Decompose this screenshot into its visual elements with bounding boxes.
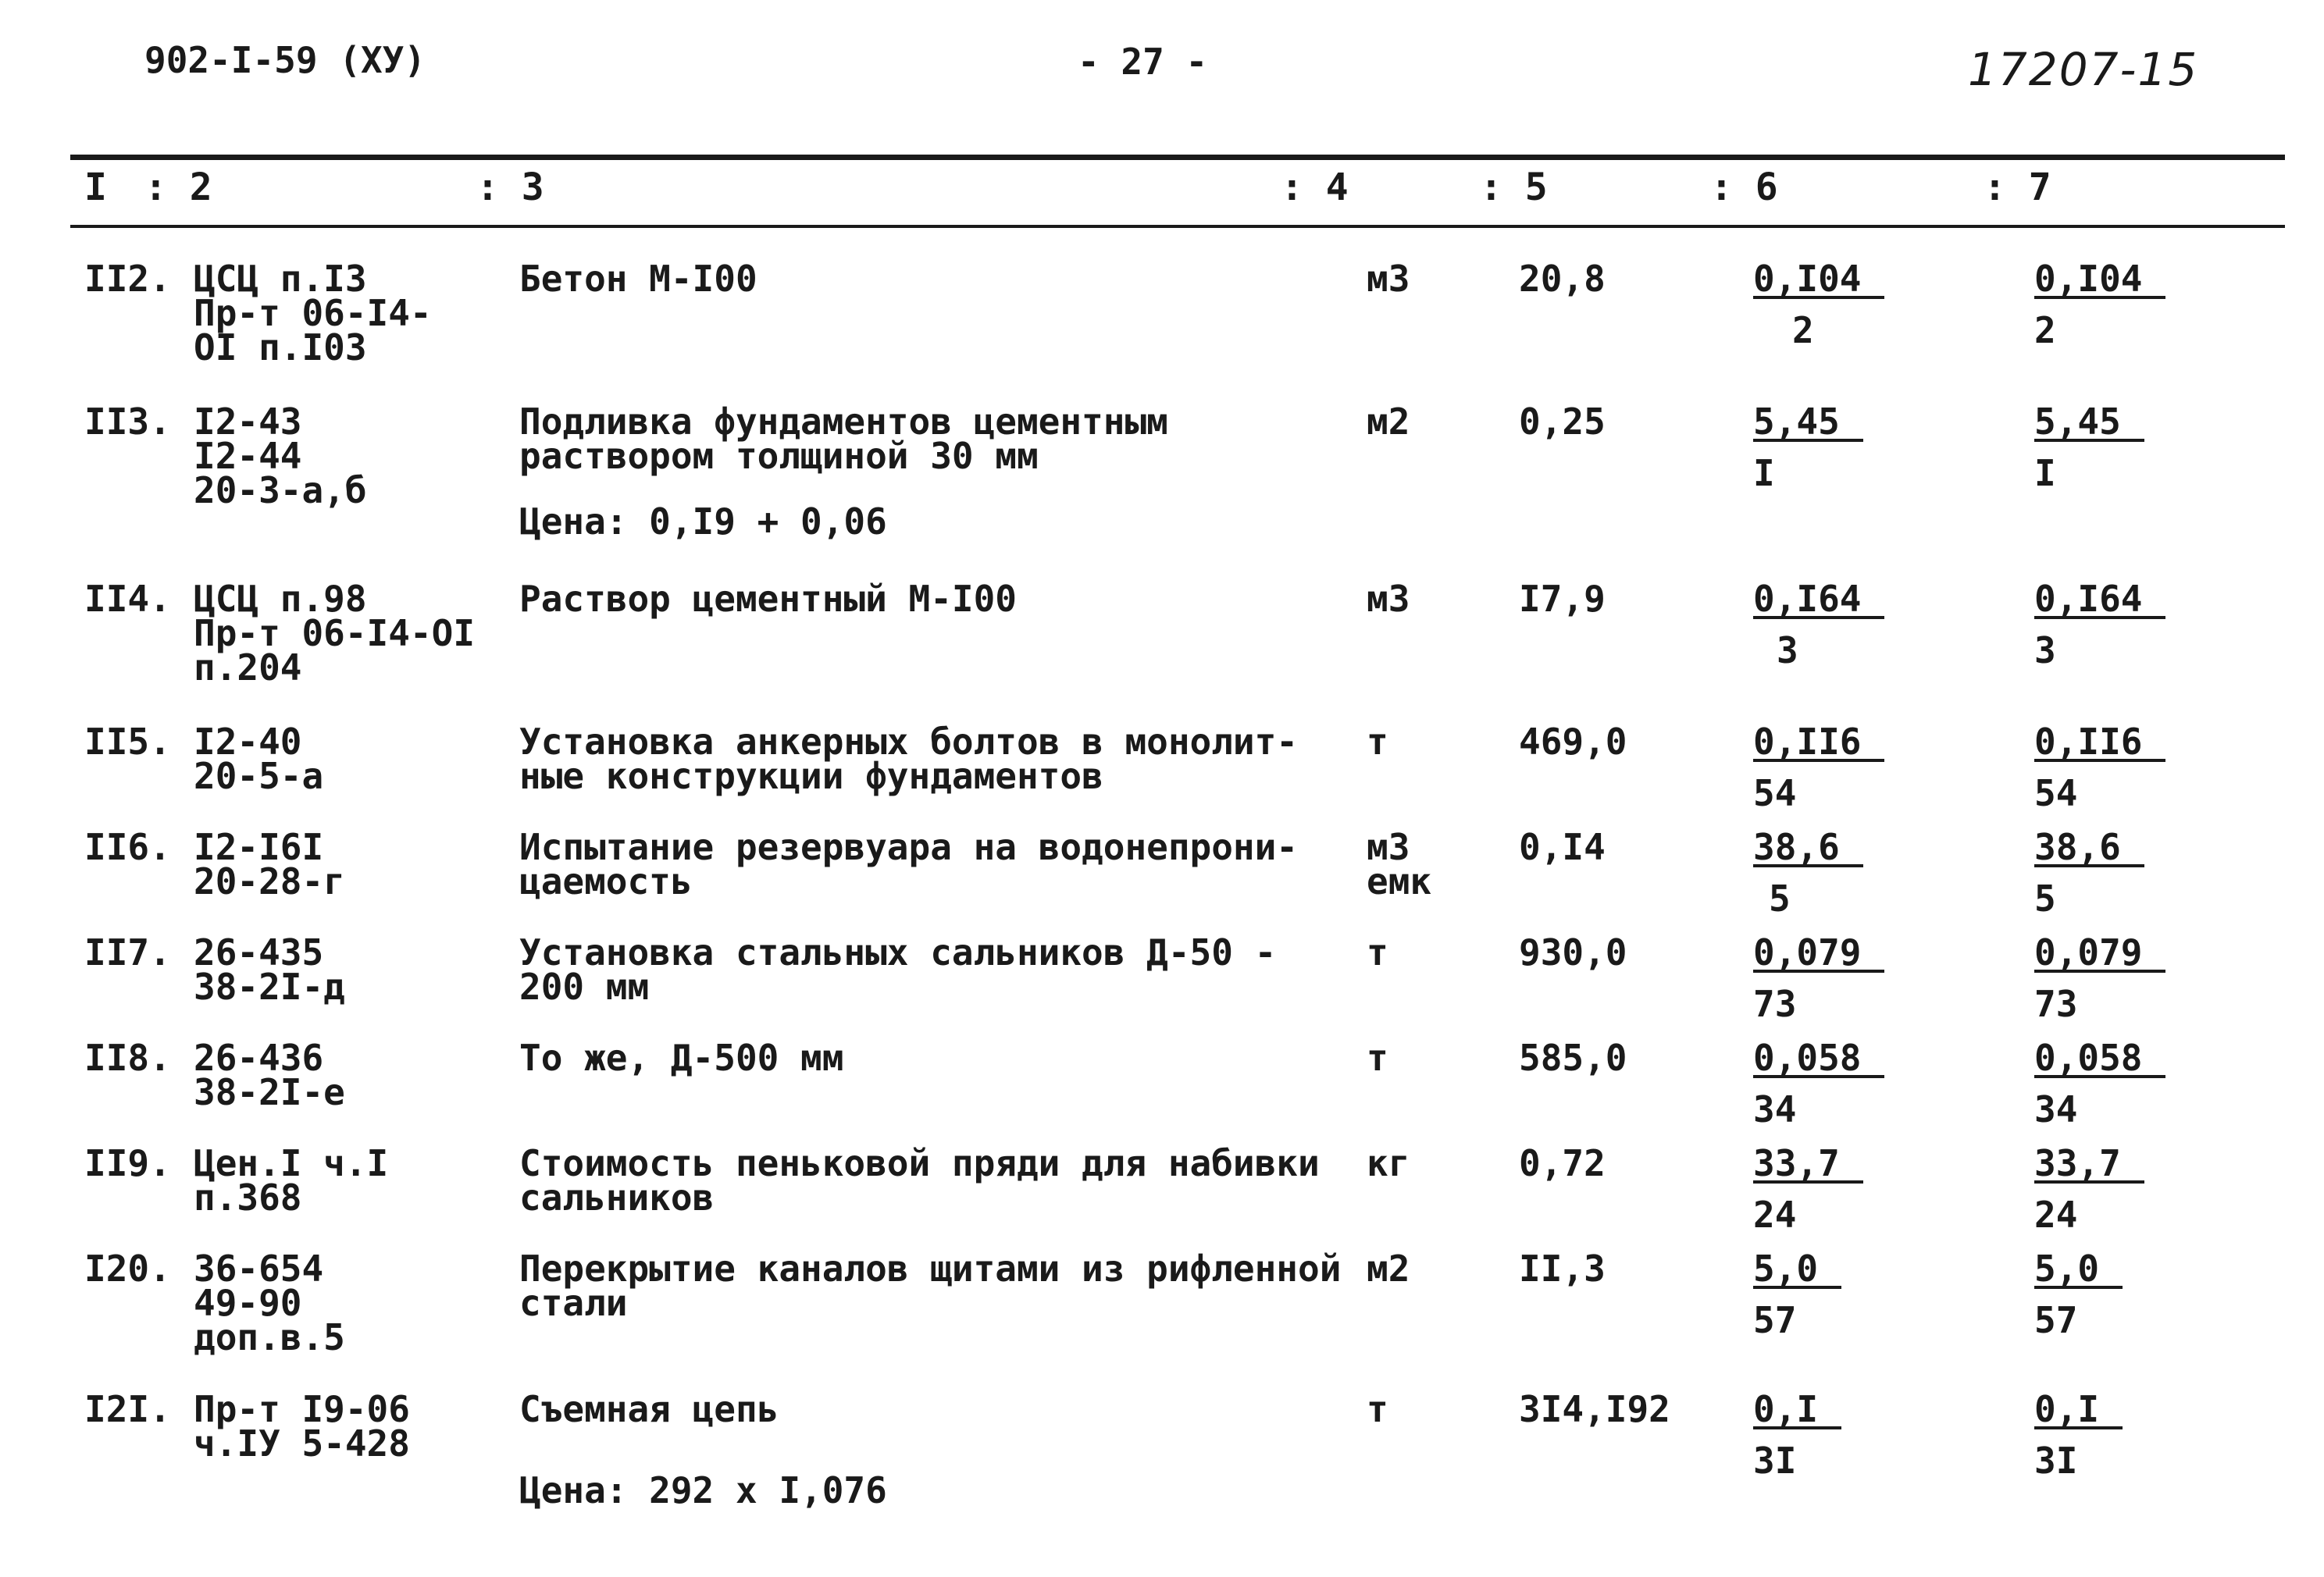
fraction-numerator: 0,II6 <box>1753 724 1884 762</box>
fraction-denominator: 3I <box>2034 1440 2078 1482</box>
row-number: I2I. <box>84 1388 171 1430</box>
fraction-numerator: 5,45 <box>2034 404 2144 442</box>
column-6-fraction <box>1753 1142 1863 1236</box>
fraction-numerator: 5,45 <box>1753 404 1863 442</box>
norm-code: 36-654 49-90 доп.в.5 <box>194 1248 345 1358</box>
norm-code: 26-436 38-2I-е <box>194 1037 345 1113</box>
fraction-denominator: 24 <box>2034 1194 2078 1236</box>
fraction-denominator: 57 <box>2034 1299 2078 1341</box>
unit: т <box>1367 1037 1388 1079</box>
fraction-denominator: 34 <box>1753 1088 1797 1130</box>
fraction-numerator: 33,7 <box>2034 1146 2144 1184</box>
work-description: Раствор цементный М-I00 <box>519 578 1017 620</box>
quantity: 469,0 <box>1519 721 1627 763</box>
column-7-fraction <box>2034 400 2144 494</box>
column-7-fraction <box>2034 826 2144 920</box>
fraction-numerator: 0,I64 <box>2034 582 2165 619</box>
fraction-numerator: 0,058 <box>2034 1041 2165 1078</box>
fraction-numerator: 38,6 <box>2034 830 2144 867</box>
column-header-6: : 6 <box>1710 166 1778 209</box>
fraction-numerator: 38,6 <box>1753 830 1863 867</box>
work-description: Стоимость пеньковой пряди для набивки сальников <box>519 1142 1320 1219</box>
page-number: - 27 - <box>1078 41 1208 83</box>
row-number: II7. <box>84 931 171 974</box>
unit: м2 <box>1367 1248 1410 1290</box>
column-header-2: : 2 <box>144 166 212 209</box>
fraction-denominator: 5 <box>2034 877 2056 920</box>
norm-code: I2-I6I 20-28-г <box>194 826 345 902</box>
norm-code: Цен.I ч.I п.368 <box>194 1142 389 1219</box>
column-6-fraction <box>1753 721 1884 814</box>
norm-code: ЦСЦ п.I3 Пр-т 06-I4- OI п.I03 <box>194 258 432 368</box>
row-number: II4. <box>84 578 171 620</box>
fraction-numerator: 0,I04 <box>1753 262 1884 299</box>
document-code: 902-I-59 (XУ) <box>144 39 426 81</box>
unit: кг <box>1367 1142 1410 1184</box>
fraction-denominator: 57 <box>1753 1299 1797 1341</box>
fraction-numerator: 0,I04 <box>2034 262 2165 299</box>
column-6-fraction <box>1753 1388 1841 1482</box>
work-name <box>519 931 1277 1008</box>
unit: т <box>1367 1388 1388 1430</box>
unit: м2 <box>1367 400 1410 443</box>
column-6-fraction <box>1753 931 1884 1025</box>
row-number: II9. <box>84 1142 171 1184</box>
fraction-numerator: 0,II6 <box>2034 724 2165 762</box>
work-name <box>519 721 1298 797</box>
unit: м3 <box>1367 258 1410 300</box>
quantity: 20,8 <box>1519 258 1606 300</box>
quantity: 0,72 <box>1519 1142 1606 1184</box>
fraction-denominator: I <box>1753 452 1775 494</box>
price-note: Цена: 292 х I,076 <box>519 1469 887 1511</box>
column-6-fraction <box>1753 1248 1841 1341</box>
column-7-fraction <box>2034 258 2165 351</box>
work-name <box>519 1037 844 1079</box>
column-7-fraction <box>2034 931 2165 1025</box>
fraction-denominator: 73 <box>2034 983 2078 1025</box>
fraction-denominator: I <box>2034 452 2056 494</box>
norm-code: I2-43 I2-44 20-3-а,б <box>194 400 367 511</box>
column-header-5: : 5 <box>1480 166 1548 209</box>
fraction-denominator: 34 <box>2034 1088 2078 1130</box>
quantity: 0,25 <box>1519 400 1606 443</box>
quantity: 0,I4 <box>1519 826 1606 868</box>
quantity: 3I4,I92 <box>1519 1388 1670 1430</box>
fraction-denominator: 3 <box>2034 629 2056 671</box>
fraction-numerator: 0,079 <box>2034 935 2165 973</box>
work-description: Подливка фундаментов цементным раствором толщиной 30 мм <box>519 400 1168 477</box>
column-7-fraction <box>2034 721 2165 814</box>
unit: т <box>1367 931 1388 974</box>
row-number: I20. <box>84 1248 171 1290</box>
column-header-4: : 4 <box>1281 166 1349 209</box>
column-7-fraction <box>2034 578 2165 671</box>
norm-code: Пр-т I9-06 ч.IУ 5-428 <box>194 1388 410 1465</box>
column-6-fraction <box>1753 578 1884 671</box>
fraction-numerator: 0,058 <box>1753 1041 1884 1078</box>
column-7-fraction <box>2034 1248 2123 1341</box>
fraction-numerator: 0,079 <box>1753 935 1884 973</box>
work-name <box>519 1142 1320 1219</box>
fraction-denominator: 2 <box>1792 309 1814 351</box>
column-6-fraction <box>1753 400 1863 494</box>
fraction-denominator: 54 <box>2034 772 2078 814</box>
quantity: 585,0 <box>1519 1037 1627 1079</box>
sheet-number: 17207-15 <box>1968 43 2199 96</box>
column-6-fraction <box>1753 1037 1884 1130</box>
column-6-fraction <box>1753 258 1884 351</box>
fraction-numerator: 0,I64 <box>1753 582 1884 619</box>
work-description: Испытание резервуара на водонепрони- цаемость <box>519 826 1298 902</box>
norm-code: 26-435 38-2I-д <box>194 931 345 1008</box>
column-7-fraction <box>2034 1037 2165 1130</box>
row-number: II3. <box>84 400 171 443</box>
unit: т <box>1367 721 1388 763</box>
fraction-numerator: 0,I <box>1753 1392 1841 1429</box>
fraction-numerator: 5,0 <box>1753 1251 1841 1289</box>
work-name <box>519 400 1168 543</box>
work-description: То же, Д-500 мм <box>519 1037 844 1079</box>
work-name <box>519 826 1298 902</box>
column-7-fraction <box>2034 1142 2144 1236</box>
fraction-denominator: 24 <box>1753 1194 1797 1236</box>
fraction-denominator: 54 <box>1753 772 1797 814</box>
column-header-7: : 7 <box>1984 166 2051 209</box>
fraction-numerator: 0,I <box>2034 1392 2123 1429</box>
column-6-fraction <box>1753 826 1863 920</box>
norm-code: I2-40 20-5-а <box>194 721 324 797</box>
unit: м3 емк <box>1367 826 1432 902</box>
work-name <box>519 1248 1342 1324</box>
fraction-denominator: 3I <box>1753 1440 1797 1482</box>
table-header-rule <box>70 225 2285 228</box>
fraction-denominator: 3 <box>1777 629 1798 671</box>
quantity: I7,9 <box>1519 578 1606 620</box>
row-number: II6. <box>84 826 171 868</box>
row-number: II5. <box>84 721 171 763</box>
fraction-denominator: 73 <box>1753 983 1797 1025</box>
work-description: Установка анкерных болтов в монолит- ные конструкции фундаментов <box>519 721 1298 797</box>
work-name <box>519 258 757 300</box>
fraction-numerator: 33,7 <box>1753 1146 1863 1184</box>
work-description: Установка стальных сальников Д-50 - 200 мм <box>519 931 1277 1008</box>
work-name <box>519 1388 887 1511</box>
column-header-3: : 3 <box>476 166 544 209</box>
fraction-denominator: 2 <box>2034 309 2056 351</box>
table-top-rule <box>70 155 2285 160</box>
work-name <box>519 578 1017 620</box>
price-note: Цена: 0,I9 + 0,06 <box>519 500 887 543</box>
unit: м3 <box>1367 578 1410 620</box>
column-header-1: I <box>84 166 107 209</box>
norm-code: ЦСЦ п.98 Пр-т 06-I4-OI п.204 <box>194 578 476 689</box>
quantity: II,3 <box>1519 1248 1606 1290</box>
column-7-fraction <box>2034 1388 2123 1482</box>
work-description: Съемная цепь <box>519 1388 779 1430</box>
work-description: Перекрытие каналов щитами из рифленной стали <box>519 1248 1342 1324</box>
work-description: Бетон М-I00 <box>519 258 757 300</box>
fraction-numerator: 5,0 <box>2034 1251 2123 1289</box>
row-number: II8. <box>84 1037 171 1079</box>
quantity: 930,0 <box>1519 931 1627 974</box>
row-number: II2. <box>84 258 171 300</box>
fraction-denominator: 5 <box>1769 877 1791 920</box>
